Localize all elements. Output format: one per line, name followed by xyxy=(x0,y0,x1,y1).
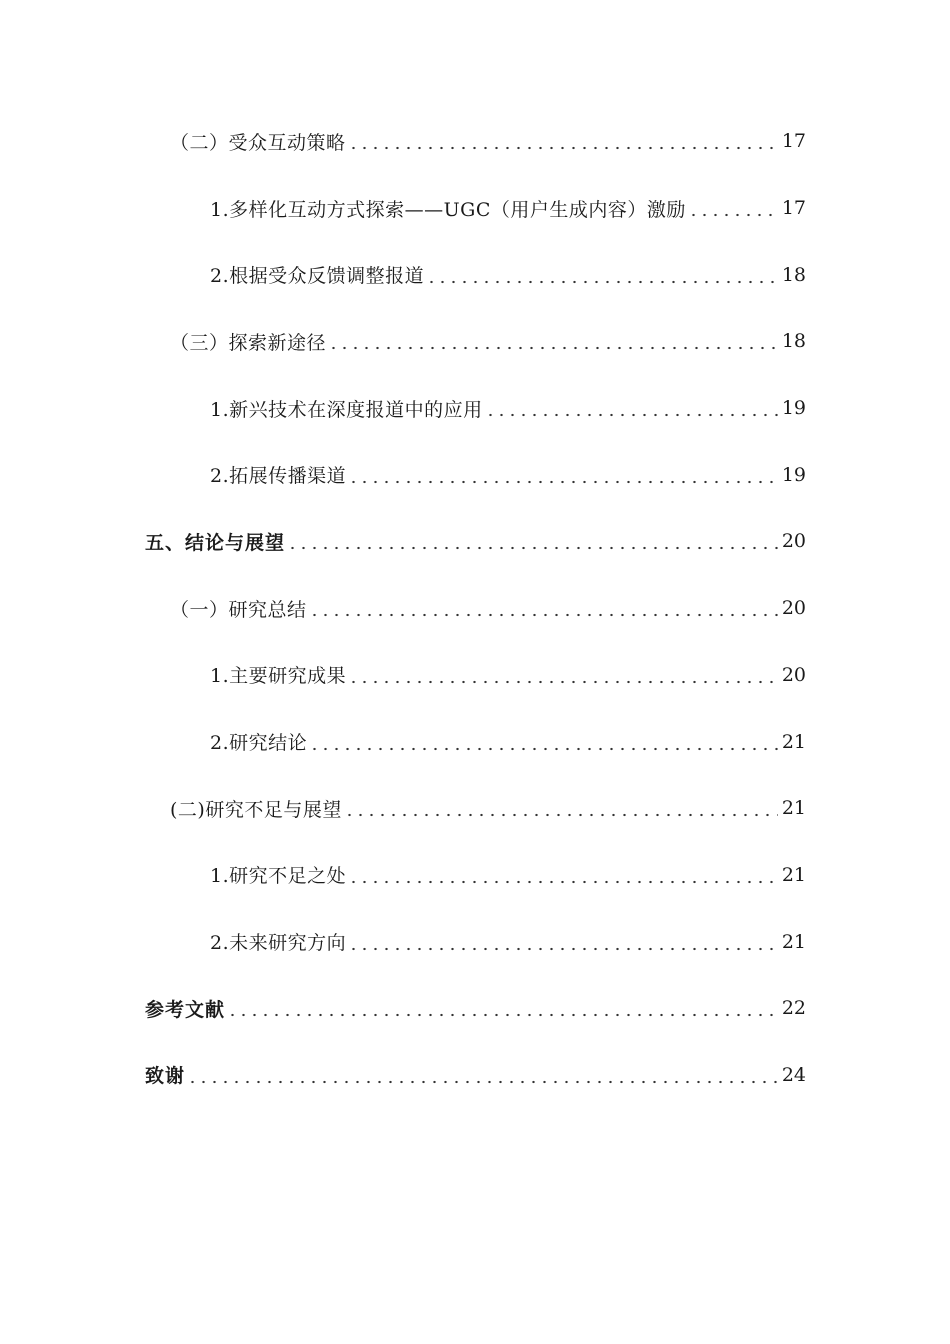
toc-dot-leader xyxy=(348,932,778,952)
toc-entry-chapter[interactable] xyxy=(0,975,950,1042)
toc-entry-title: 2.未来研究方向 xyxy=(210,932,347,955)
toc-entry-title: 1.研究不足之处 xyxy=(210,865,347,888)
toc-page-number: 19 xyxy=(781,463,806,486)
toc-entry-title: （三）探索新途径 xyxy=(170,331,327,354)
toc-entry[interactable] xyxy=(0,575,950,642)
toc-dot-leader xyxy=(348,131,778,151)
toc-page-number: 21 xyxy=(781,863,806,886)
toc-entry-title: (二)研究不足与展望 xyxy=(170,798,342,821)
toc-dot-leader xyxy=(309,598,778,618)
toc-dot-leader xyxy=(348,665,778,685)
toc-dot-leader xyxy=(426,265,778,285)
toc-page-number: 21 xyxy=(781,730,806,753)
toc-entry-title: 1.多样化互动方式探索——UGC（用户生成内容）激励 xyxy=(210,198,686,221)
toc-page-number: 20 xyxy=(781,663,806,686)
toc-dot-leader xyxy=(227,998,778,1018)
toc-entry-title: （一）研究总结 xyxy=(170,598,307,621)
toc-entry-chapter[interactable] xyxy=(0,1042,950,1109)
toc-entry-title: 五、结论与展望 xyxy=(145,531,286,554)
toc-entry[interactable] xyxy=(0,908,950,975)
toc-entry-title: 1.新兴技术在深度报道中的应用 xyxy=(210,398,483,421)
toc-entry-title: （二）受众互动策略 xyxy=(170,131,346,154)
toc-page-number: 17 xyxy=(781,197,806,220)
toc-page-number: 18 xyxy=(781,330,806,353)
toc-page-number: 17 xyxy=(781,130,806,153)
toc-dot-leader xyxy=(348,465,778,485)
toc-dot-leader xyxy=(344,798,778,818)
toc-page-number: 22 xyxy=(781,997,806,1020)
toc-entry[interactable] xyxy=(0,708,950,775)
toc-entry[interactable] xyxy=(0,775,950,842)
toc-entry[interactable] xyxy=(0,175,950,242)
toc-entry[interactable] xyxy=(0,441,950,508)
toc-entry[interactable] xyxy=(0,375,950,442)
toc-dot-leader xyxy=(688,198,778,218)
toc-page-number: 21 xyxy=(781,930,806,953)
toc-page-number: 24 xyxy=(781,1063,806,1086)
toc-page-number: 19 xyxy=(781,397,806,420)
toc-dot-leader xyxy=(485,398,778,418)
toc-entry-title: 参考文献 xyxy=(145,998,226,1021)
toc-entry[interactable] xyxy=(0,308,950,375)
toc-dot-leader xyxy=(287,531,778,551)
toc-entry-chapter[interactable] xyxy=(0,508,950,575)
toc-entry-title: 2.根据受众反馈调整报道 xyxy=(210,265,425,288)
toc-dot-leader xyxy=(348,865,778,885)
toc-entry[interactable] xyxy=(0,241,950,308)
toc-dot-leader xyxy=(309,732,778,752)
toc-entry[interactable] xyxy=(0,108,950,175)
toc-entry[interactable] xyxy=(0,642,950,709)
toc-entry-title: 1.主要研究成果 xyxy=(210,665,347,688)
toc-page-number: 18 xyxy=(781,263,806,286)
toc-entry-title: 2.研究结论 xyxy=(210,732,308,755)
toc-page-number: 21 xyxy=(781,797,806,820)
toc-entry-title: 致谢 xyxy=(145,1065,186,1088)
toc-entry-title: 2.拓展传播渠道 xyxy=(210,465,347,488)
toc-dot-leader xyxy=(328,331,778,351)
table-of-contents xyxy=(0,108,950,1108)
toc-entry[interactable] xyxy=(0,842,950,909)
toc-page-number: 20 xyxy=(781,597,806,620)
toc-dot-leader xyxy=(187,1065,778,1085)
toc-page-number: 20 xyxy=(781,530,806,553)
